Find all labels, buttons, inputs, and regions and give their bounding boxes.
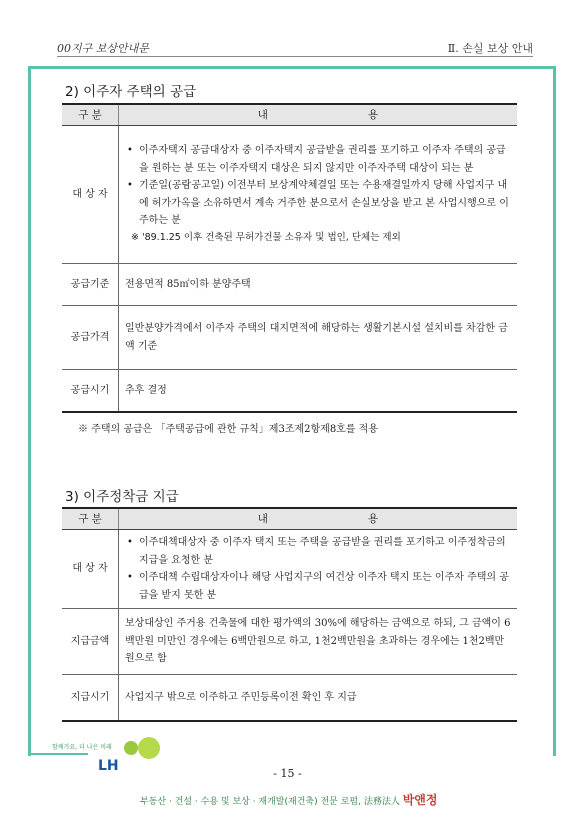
- row-label-target: 대 상 자: [62, 530, 119, 609]
- table-row: [62, 530, 517, 609]
- table-row: [62, 370, 517, 412]
- col-header-content: 내 용: [119, 508, 518, 530]
- row-content-target: [119, 530, 518, 609]
- list-item: • 이주대책대상자 중 이주자 택지 또는 주택을 공급받을 권리를 포기하고 이주정착금의 지급을 요청한 분: [125, 534, 511, 569]
- col-header-content: 내 용: [119, 104, 518, 126]
- row-content-timing: 사업지구 밖으로 이주하고 주민등록이전 확인 후 지급: [119, 675, 518, 721]
- header-chapter-title: Ⅱ. 손실 보상 안내: [447, 42, 533, 55]
- logo-circle-large-icon: [138, 737, 160, 759]
- table-row: [62, 126, 517, 264]
- table-row: [62, 609, 517, 675]
- row-label-criteria: 공급기준: [62, 264, 119, 306]
- row-content-amount: 보상대상인 주거용 건축물에 대한 평가액의 30%에 해당하는 금액으로 하되, 그 금액이 6백만원 미만인 경우에는 6백만원으로 하고, 1천2백만원을 초과하는 경우에는 1천2백만원으로 함: [119, 609, 518, 675]
- header-document-title: 00지구 보상안내문: [57, 42, 149, 55]
- bullet-icon: •: [127, 537, 133, 548]
- list-item: • 이주자택지 공급대상자 중 이주자택지 공급받을 권리를 포기하고 이주자 주택의 공급을 원하는 분 또는 이주자택지 대상은 되지 않지만 이주자주택 대상이 되는 분: [125, 142, 511, 177]
- section-title-housing-supply: 2) 이주자 주택의 공급: [65, 84, 197, 100]
- firm-tagline: [140, 791, 437, 808]
- bullet-icon: •: [127, 180, 133, 192]
- col-header-category: 구 분: [62, 508, 119, 530]
- row-label-timing: 지급시기: [62, 675, 119, 721]
- housing-supply-table: [62, 103, 517, 413]
- row-content-price: 일반분양가격에서 이주자 주택의 대지면적에 해당하는 생활기본시설 설치비를 차감한 금액 기준: [119, 306, 518, 370]
- row-label-timing: 공급시기: [62, 370, 119, 412]
- table-header-row: [62, 508, 517, 530]
- housing-supply-footnote: ※ 주택의 공급은 「주택공급에 관한 규칙」제3조제2항제8호를 적용: [78, 424, 378, 435]
- bullet-icon: •: [127, 145, 133, 157]
- table-header-row: [62, 104, 517, 126]
- table-row: [62, 306, 517, 370]
- exclusion-note: ※ '89.1.25 이후 건축된 무허가건물 소유자 및 법인, 단체는 제외: [131, 231, 401, 243]
- row-label-price: 공급가격: [62, 306, 119, 370]
- firm-brand: 박앤정: [402, 793, 438, 807]
- row-content-criteria: 전용면적 85㎡이하 분양주택: [119, 264, 518, 306]
- bullet-icon: •: [127, 572, 133, 583]
- row-content-target: [119, 126, 518, 264]
- logo-circle-small-icon: [124, 741, 138, 755]
- page-number: - 15 -: [273, 767, 302, 780]
- relocation-payment-table: [62, 507, 517, 722]
- row-content-timing: 추후 결정: [119, 370, 518, 412]
- logo-wordmark: LH: [98, 758, 119, 774]
- section-title-relocation-payment: 3) 이주정착금 지급: [65, 489, 179, 505]
- row-label-target: 대 상 자: [62, 126, 119, 264]
- col-header-category: 구 분: [62, 104, 119, 126]
- table-row: [62, 675, 517, 721]
- header-divider: [57, 56, 533, 57]
- table-row: [62, 264, 517, 306]
- logo-slogan: 함께가요, 더 나은 미래: [52, 744, 112, 751]
- list-item: • 기준일(공람공고일) 이전부터 보상계약체결일 또는 수용재결일까지 당해 사업지구 내에 허가가옥을 소유하면서 계속 거주한 분으로서 손실보상을 받고 본 사업시행으로 이주하는 분: [125, 177, 511, 230]
- row-label-amount: 지급금액: [62, 609, 119, 675]
- list-item: • 이주대책 수립대상자이나 해당 사업지구의 여건상 이주자 택지 또는 이주자 주택의 공급을 받지 못한 분: [125, 569, 511, 604]
- firm-tagline-text: 부동산 · 건설 · 수용 및 보상 · 재개발(재건축) 전문 로펌, 法務法人: [140, 797, 400, 807]
